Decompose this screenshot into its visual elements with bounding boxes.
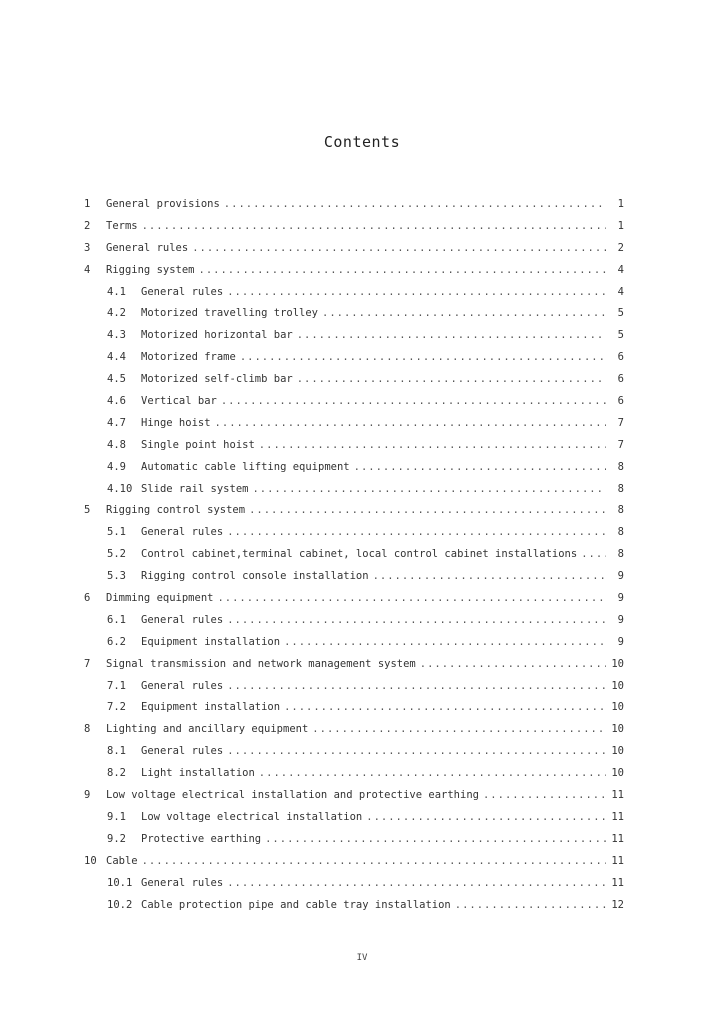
- toc-leader-dots: [142, 216, 606, 238]
- toc-entry-page: 9: [617, 570, 624, 583]
- toc-entry-title: Motorized self-climb bar: [141, 373, 293, 386]
- toc-entry[interactable]: [84, 303, 624, 325]
- toc-entry[interactable]: [84, 588, 624, 610]
- toc-leader-dots: [284, 697, 606, 719]
- toc-entry-number: 4.9: [107, 460, 126, 473]
- toc-entry[interactable]: [84, 413, 624, 435]
- toc-leader-dots: [227, 676, 606, 698]
- toc-entry-number: 7: [84, 657, 91, 670]
- toc-entry[interactable]: [84, 325, 624, 347]
- toc-entry-page: 7: [617, 438, 624, 451]
- toc-leader-dots: [199, 260, 606, 282]
- toc-entry[interactable]: [84, 391, 624, 413]
- toc-entry[interactable]: [84, 457, 624, 479]
- toc-entry-page: 10: [611, 657, 624, 670]
- toc-leader-dots: [227, 873, 606, 895]
- toc-entry-number: 10.2: [107, 898, 133, 911]
- toc-entry-title: General rules: [141, 745, 224, 758]
- toc-leader-dots: [322, 303, 606, 325]
- toc-entry-number: 4.2: [107, 307, 126, 320]
- toc-entry-number: 8.2: [107, 767, 126, 780]
- toc-leader-dots: [192, 238, 606, 260]
- toc-entry-page: 5: [617, 307, 624, 320]
- toc-entry-title: Cable: [106, 854, 138, 867]
- toc-entry[interactable]: [84, 216, 624, 238]
- toc-entry-title: Rigging control system: [106, 504, 246, 517]
- toc-entry-page: 6: [617, 351, 624, 364]
- toc-entry-page: 10: [611, 701, 624, 714]
- toc-entry-title: General rules: [106, 241, 189, 254]
- toc-entry[interactable]: [84, 544, 624, 566]
- toc-entry-number: 8.1: [107, 745, 126, 758]
- toc-entry[interactable]: [84, 676, 624, 698]
- toc-entry[interactable]: [84, 522, 624, 544]
- toc-entry[interactable]: [84, 851, 624, 873]
- toc-entry[interactable]: [84, 260, 624, 282]
- toc-entry-number: 6.2: [107, 635, 126, 648]
- table-of-contents: [84, 194, 624, 916]
- toc-leader-dots: [312, 719, 606, 741]
- toc-entry[interactable]: [84, 610, 624, 632]
- toc-entry-page: 8: [617, 548, 624, 561]
- toc-entry-page: 6: [617, 395, 624, 408]
- toc-entry-title: General rules: [141, 526, 224, 539]
- toc-entry-title: Slide rail system: [141, 482, 249, 495]
- toc-entry-page: 12: [611, 898, 624, 911]
- toc-entry-number: 5.2: [107, 548, 126, 561]
- toc-entry[interactable]: [84, 194, 624, 216]
- toc-entry-number: 5.3: [107, 570, 126, 583]
- toc-leader-dots: [354, 457, 606, 479]
- toc-entry[interactable]: [84, 435, 624, 457]
- toc-entry[interactable]: [84, 785, 624, 807]
- toc-entry-page: 7: [617, 416, 624, 429]
- toc-entry-page: 10: [611, 723, 624, 736]
- toc-leader-dots: [366, 807, 606, 829]
- toc-entry[interactable]: [84, 807, 624, 829]
- toc-leader-dots: [455, 895, 606, 917]
- toc-entry-number: 6.1: [107, 613, 126, 626]
- toc-entry-title: Motorized travelling trolley: [141, 307, 319, 320]
- toc-leader-dots: [221, 391, 606, 413]
- toc-entry-page: 2: [617, 241, 624, 254]
- toc-entry-page: 9: [617, 635, 624, 648]
- toc-entry[interactable]: [84, 741, 624, 763]
- toc-leader-dots: [259, 435, 606, 457]
- toc-leader-dots: [265, 829, 606, 851]
- toc-entry-title: General rules: [141, 679, 224, 692]
- toc-entry-title: General rules: [141, 285, 224, 298]
- toc-entry-page: 6: [617, 373, 624, 386]
- toc-entry-number: 4: [84, 263, 91, 276]
- toc-leader-dots: [373, 566, 606, 588]
- toc-entry-title: Cable protection pipe and cable tray installation: [141, 898, 451, 911]
- toc-leader-dots: [240, 347, 606, 369]
- toc-entry-page: 10: [611, 767, 624, 780]
- page-title: Contents: [323, 133, 401, 151]
- toc-entry-title: Equipment installation: [141, 635, 281, 648]
- toc-entry-number: 5.1: [107, 526, 126, 539]
- toc-entry-page: 8: [617, 504, 624, 517]
- toc-entry-number: 6: [84, 592, 91, 605]
- toc-entry-number: 4.1: [107, 285, 126, 298]
- toc-entry-number: 3: [84, 241, 91, 254]
- toc-entry-page: 10: [611, 679, 624, 692]
- toc-entry-page: 8: [617, 482, 624, 495]
- toc-entry-number: 4.3: [107, 329, 126, 342]
- page-footer-number: IV: [356, 953, 368, 963]
- toc-entry-number: 4.5: [107, 373, 126, 386]
- toc-entry-number: 4.4: [107, 351, 126, 364]
- toc-leader-dots: [215, 413, 606, 435]
- toc-entry[interactable]: [84, 654, 624, 676]
- toc-entry-title: Protective earthing: [141, 832, 262, 845]
- toc-entry[interactable]: [84, 895, 624, 917]
- toc-entry[interactable]: [84, 238, 624, 260]
- toc-entry-number: 9.1: [107, 810, 126, 823]
- toc-entry-page: 4: [617, 263, 624, 276]
- toc-entry-page: 4: [617, 285, 624, 298]
- toc-entry-page: 11: [611, 876, 624, 889]
- toc-entry[interactable]: [84, 479, 624, 501]
- toc-entry-page: 10: [611, 745, 624, 758]
- toc-leader-dots: [420, 654, 606, 676]
- toc-entry-title: Single point hoist: [141, 438, 255, 451]
- toc-entry-page: 9: [617, 613, 624, 626]
- toc-entry[interactable]: [84, 873, 624, 895]
- toc-entry-page: 8: [617, 460, 624, 473]
- toc-entry-title: Rigging control console installation: [141, 570, 369, 583]
- toc-leader-dots: [227, 610, 606, 632]
- toc-entry-title: General provisions: [106, 198, 220, 210]
- toc-entry[interactable]: [84, 566, 624, 588]
- toc-entry-number: 10.1: [107, 876, 133, 889]
- toc-entry-title: Hinge hoist: [141, 416, 211, 429]
- toc-entry-number: 1: [84, 198, 91, 210]
- toc-entry[interactable]: [84, 282, 624, 304]
- toc-entry-page: 5: [617, 329, 624, 342]
- toc-entry-title: Automatic cable lifting equipment: [141, 460, 350, 473]
- toc-leader-dots: [252, 479, 606, 501]
- toc-entry[interactable]: [84, 632, 624, 654]
- toc-entry-number: 4.7: [107, 416, 126, 429]
- toc-entry-title: Motorized frame: [141, 351, 236, 364]
- toc-entry[interactable]: [84, 829, 624, 851]
- toc-entry-number: 2: [84, 219, 91, 232]
- toc-entry-page: 11: [611, 832, 624, 845]
- toc-entry[interactable]: [84, 347, 624, 369]
- toc-entry[interactable]: [84, 719, 624, 741]
- toc-entry-title: Equipment installation: [141, 701, 281, 714]
- toc-leader-dots: [217, 588, 606, 610]
- toc-entry-title: Motorized horizontal bar: [141, 329, 293, 342]
- toc-entry-page: 8: [617, 526, 624, 539]
- toc-leader-dots: [142, 851, 606, 873]
- toc-entry-title: Vertical bar: [141, 395, 217, 408]
- toc-entry-number: 5: [84, 504, 91, 517]
- toc-entry-number: 10: [84, 854, 97, 867]
- toc-entry-title: General rules: [141, 876, 224, 889]
- toc-entry-title: Light installation: [141, 767, 255, 780]
- toc-leader-dots: [483, 785, 606, 807]
- toc-entry[interactable]: [84, 697, 624, 719]
- toc-entry-number: 4.10: [107, 482, 133, 495]
- toc-entry-number: 4.6: [107, 395, 126, 408]
- toc-entry-title: General rules: [141, 613, 224, 626]
- toc-leader-dots: [227, 741, 606, 763]
- toc-leader-dots: [224, 194, 606, 216]
- toc-entry-number: 9.2: [107, 832, 126, 845]
- toc-leader-dots: [284, 632, 606, 654]
- toc-entry-title: Terms: [106, 219, 138, 232]
- toc-leader-dots: [227, 282, 606, 304]
- toc-entry-title: Rigging system: [106, 263, 195, 276]
- toc-entry-title: Low voltage electrical installation: [141, 810, 363, 823]
- toc-entry[interactable]: [84, 763, 624, 785]
- toc-entry-page: 1: [617, 198, 624, 210]
- toc-entry-page: 11: [611, 810, 624, 823]
- toc-entry-page: 1: [617, 219, 624, 232]
- toc-entry-number: 7.2: [107, 701, 126, 714]
- toc-entry-number: 4.8: [107, 438, 126, 451]
- toc-entry-title: Signal transmission and network management system: [106, 657, 416, 670]
- toc-entry-page: 9: [617, 592, 624, 605]
- toc-leader-dots: [227, 522, 606, 544]
- toc-entry[interactable]: [84, 369, 624, 391]
- toc-leader-dots: [297, 325, 606, 347]
- toc-entry-title: Low voltage electrical installation and protective earthing: [106, 789, 479, 802]
- toc-leader-dots: [297, 369, 606, 391]
- toc-entry-number: 9: [84, 789, 91, 802]
- toc-entry-number: 7.1: [107, 679, 126, 692]
- toc-entry-title: Dimming equipment: [106, 592, 214, 605]
- toc-entry-title: Control cabinet,terminal cabinet, local control cabinet installations: [141, 548, 578, 561]
- toc-entry-title: Lighting and ancillary equipment: [106, 723, 309, 736]
- toc-leader-dots: [259, 763, 606, 785]
- toc-entry-number: 8: [84, 723, 91, 736]
- toc-entry[interactable]: [84, 500, 624, 522]
- toc-leader-dots: [249, 500, 606, 522]
- toc-entry-page: 11: [611, 789, 624, 802]
- toc-leader-dots: [581, 544, 606, 566]
- toc-entry-page: 11: [611, 854, 624, 867]
